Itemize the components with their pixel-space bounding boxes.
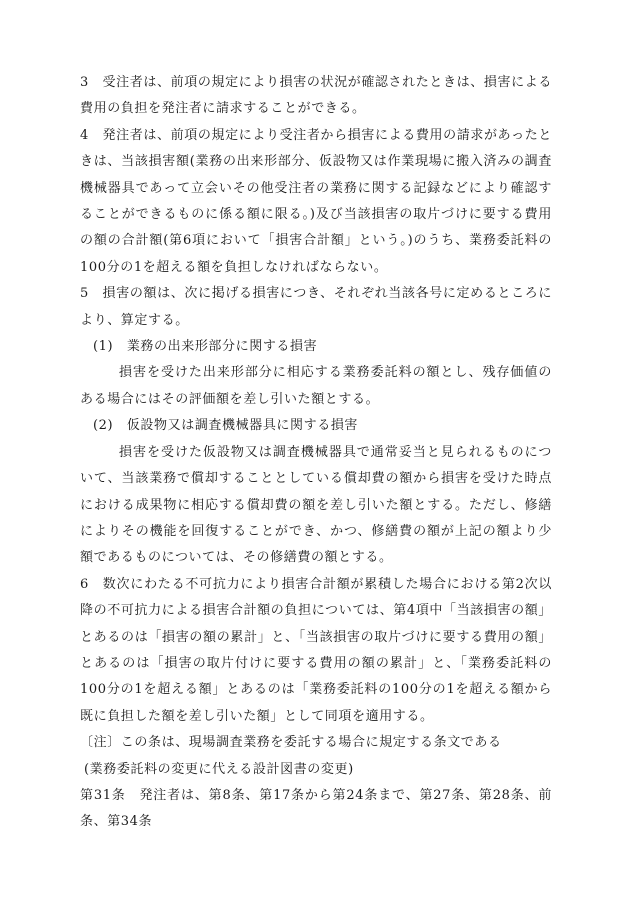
article-31: 第31条 発注者は、第8条、第17条から第24条まで、第27条、第28条、前条、第34条 (80, 787, 552, 830)
section-heading: (業務委託料の変更に代える設計図書の変更) (84, 761, 354, 777)
paragraph-4: 4 発注者は、前項の規定により受注者から損害による費用の請求があったときは、当該損害額(業務の出来形部分、仮設物又は作業現場に搬入済みの調査機械器具であって立会いその他受注者の業務に関する記録などにより確認することができるものに係る額に限る。)及び当該損害の取片づけに要する費用の額の合計額(第6項において「損害合計額」という。)のうち、業務委託料の100分の1を超える額を負担しなければならない。 (80, 127, 552, 275)
paragraph-3: 3 受注者は、前項の規定により損害の状況が確認されたときは、損害による費用の負担を発注者に請求することができる。 (80, 75, 552, 117)
document-page (80, 70, 552, 836)
paragraph-6: 6 数次にわたる不可抗力により損害合計額が累積した場合における第2次以降の不可抗力による損害合計額の負担については、第4項中「当該損害の額」とあるのは「損害の額の累計」と、「当該損害の取片づけに要する費用の額」とあるのは「損害の取片付けに要する費用の額の累計」と、「業務委託料の100分の1を超える額」とあるのは「業務委託料の100分の1を超える額から既に負担した額を差し引いた額」として同項を適用する。 (80, 576, 552, 724)
item-1-title: (1) 業務の出来形部分に関する損害 (93, 339, 318, 355)
paragraph-5: 5 損害の額は、次に掲げる損害につき、それぞれ当該各号に定めるところにより、算定する。 (80, 286, 552, 328)
item-2-title: (2) 仮設物又は調査機械器具に関する損害 (93, 418, 359, 434)
item-1-body: 損害を受けた出来形部分に相応する業務委託料の額とし、残存価値のある場合にはその評価額を差し引いた額とする。 (80, 365, 552, 407)
note: 〔注〕この条は、現場調査業務を委託する場合に規定する条文である (80, 735, 502, 751)
item-2-body: 損害を受けた仮設物又は調査機械器具で通常妥当と見られるものについて、当該業務で償却することとしている償却費の額から損害を受けた時点における成果物に相応する償却費の額を差し引いた額とする。ただし、修繕によりその機能を回復することができ、かつ、修繕費の額が上記の額より少額であるものについては、その修繕費の額とする。 (80, 444, 552, 566)
